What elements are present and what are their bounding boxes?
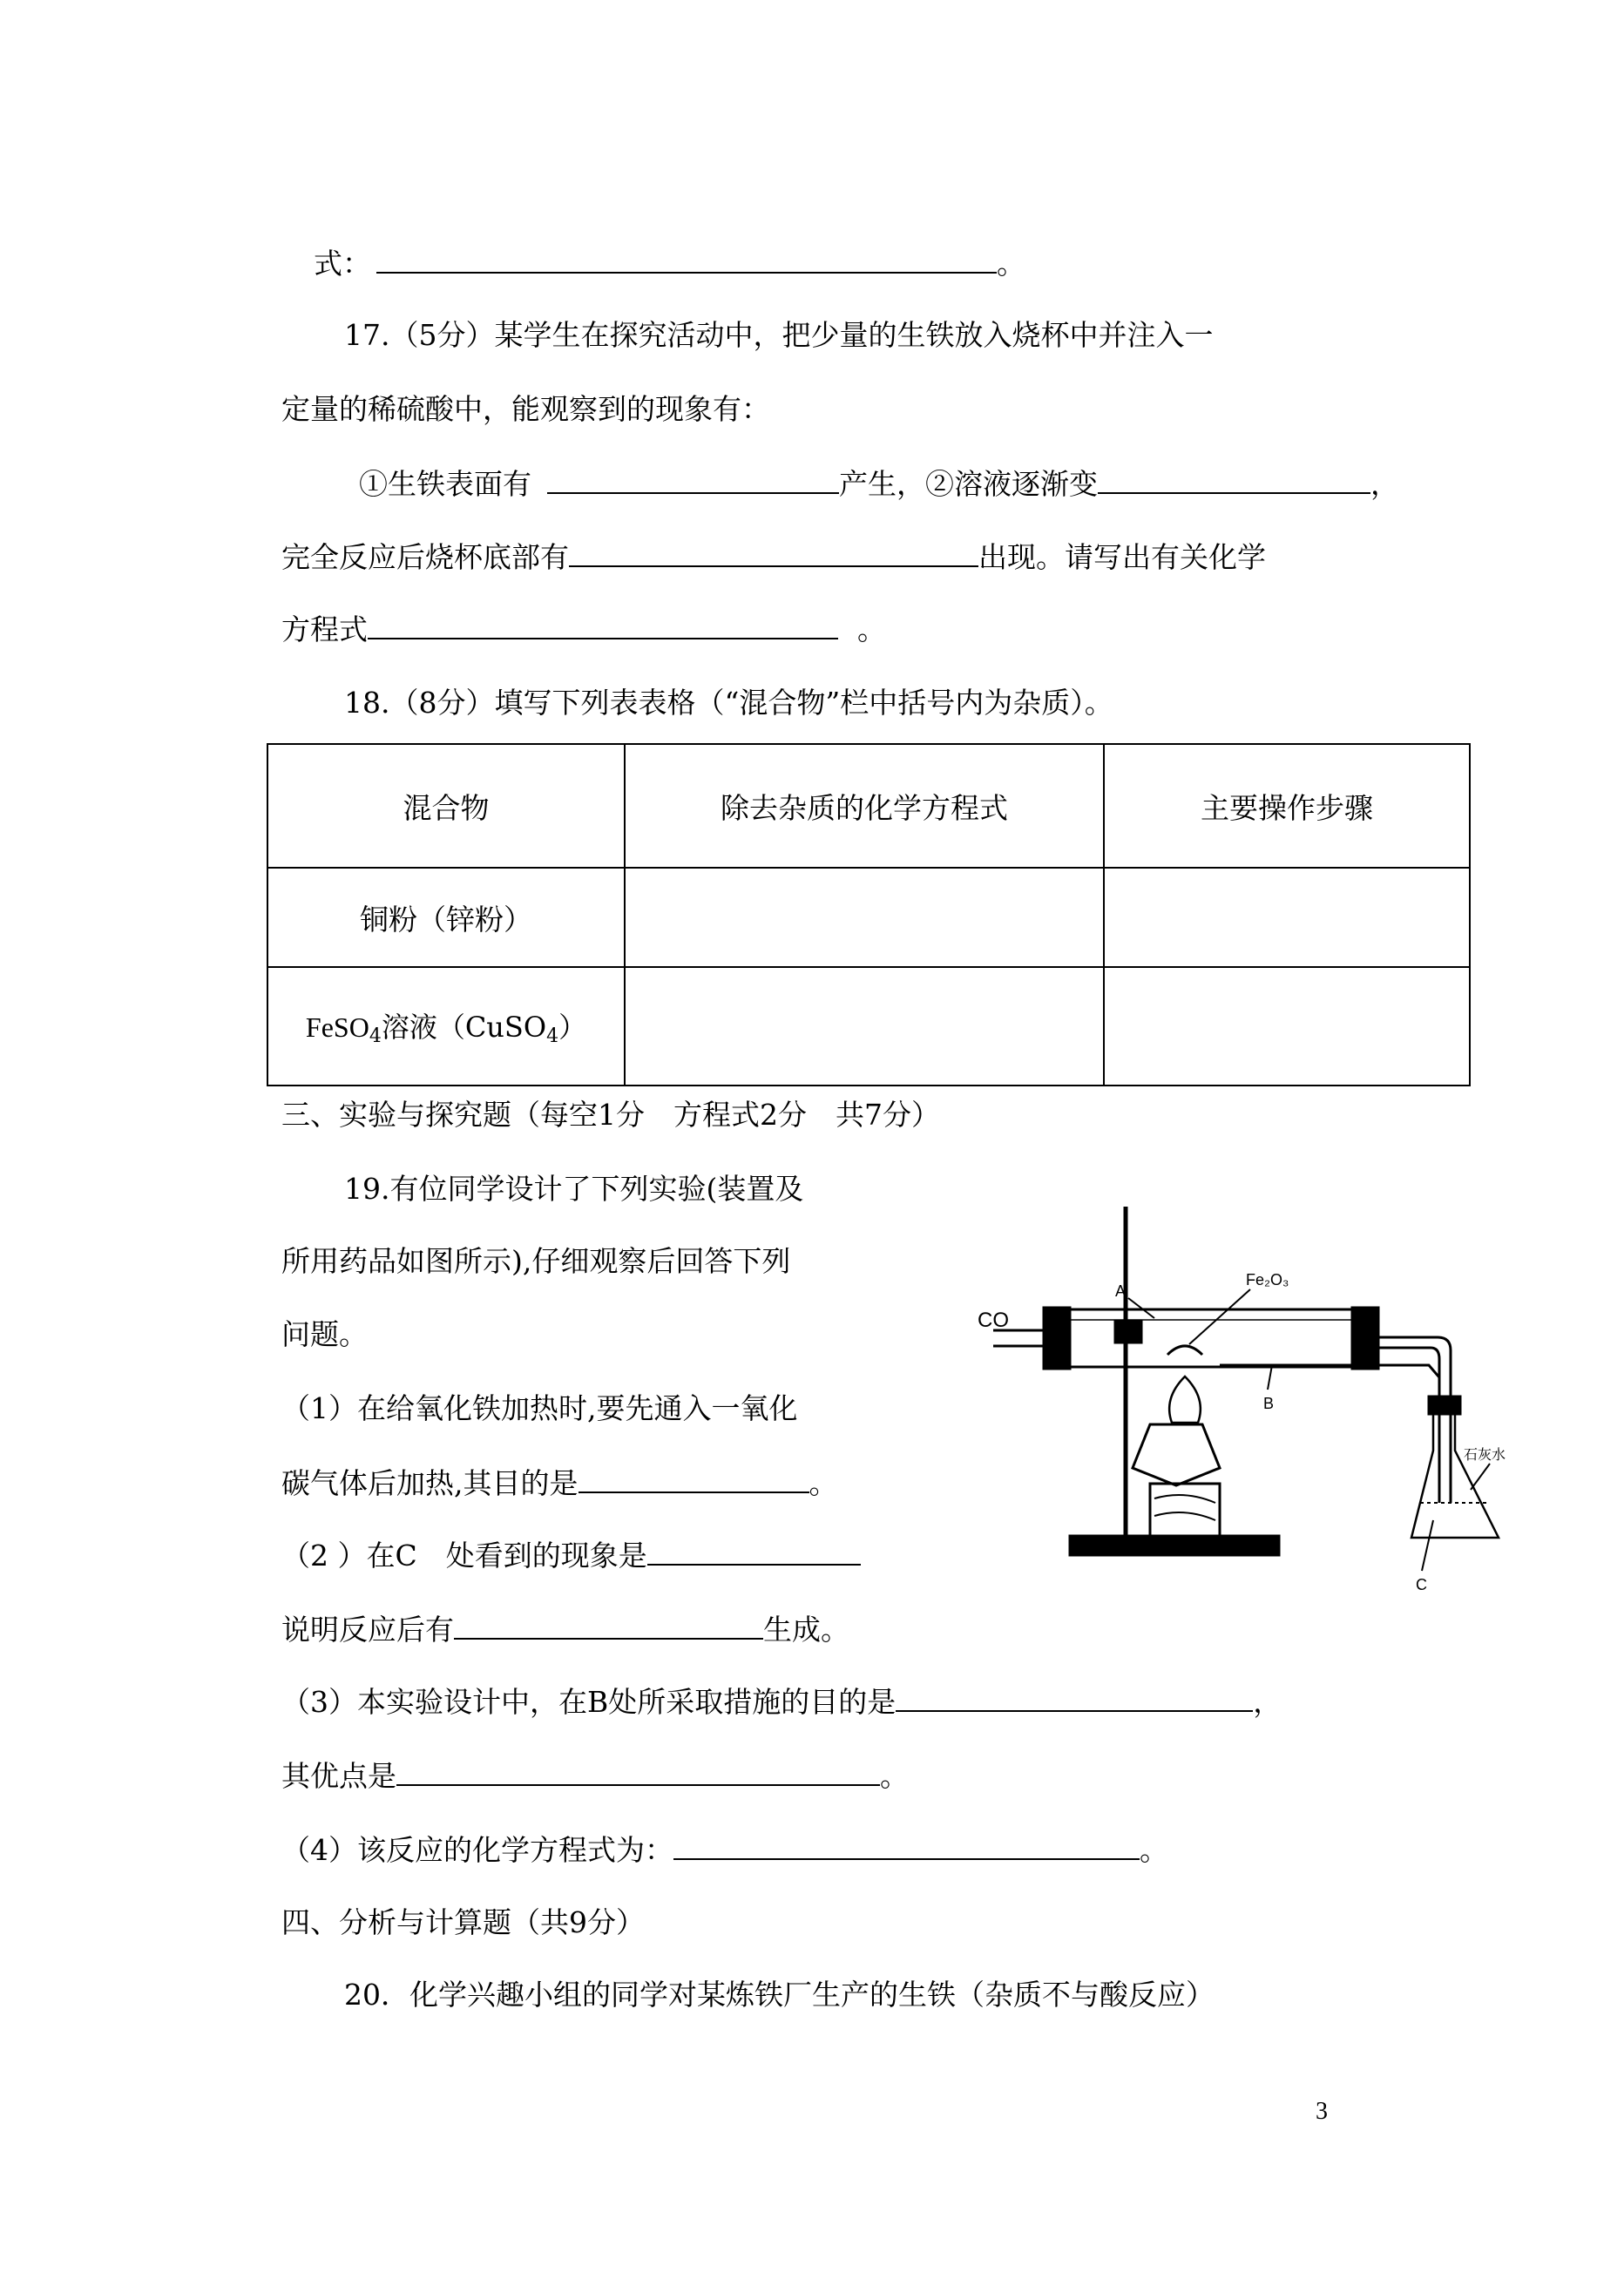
- subscript: 4: [369, 1025, 382, 1047]
- q19-text: 。: [1140, 1833, 1168, 1867]
- q19-text: ，: [1253, 1685, 1282, 1719]
- q19-part2-line2: [281, 1612, 849, 1647]
- right-stopper: [1352, 1308, 1378, 1369]
- q19-line1: 19.有位同学设计了下列实验(装置及: [344, 1172, 804, 1206]
- mixture-table: [267, 743, 1471, 1086]
- answer-blank[interactable]: [1098, 466, 1370, 494]
- alcohol-lamp: [1133, 1424, 1220, 1485]
- q17-line1: 17.（5分）某学生在探究活动中，把少量的生铁放入烧杯中并注入一: [344, 318, 1214, 352]
- formula-text: FeSO: [305, 1011, 369, 1043]
- table-cell-equation[interactable]: [625, 868, 1104, 967]
- q19-text: 生成。: [763, 1613, 849, 1647]
- table-row: [267, 868, 1470, 967]
- apparatus-figure: [976, 1207, 1516, 1616]
- q17-text: ，: [1370, 467, 1399, 501]
- q17-line2: 定量的稀硫酸中，能观察到的现象有：: [281, 392, 770, 426]
- answer-blank[interactable]: [673, 1832, 1140, 1860]
- q19-text: 碳气体后加热,其目的是: [281, 1466, 579, 1500]
- answer-line-equation: [314, 246, 1025, 281]
- table-cell-steps[interactable]: [1104, 967, 1470, 1086]
- label-co: CO: [978, 1309, 1009, 1332]
- q19-text: （2 ）在C 处看到的现象是: [281, 1539, 647, 1573]
- line-suffix: 。: [997, 247, 1025, 281]
- q19-part4: [281, 1832, 1168, 1868]
- answer-blank[interactable]: [547, 466, 839, 494]
- answer-blank[interactable]: [396, 1758, 880, 1786]
- q19-part2-line1: [281, 1538, 861, 1573]
- q17-text: ①生铁表面有: [359, 467, 531, 501]
- answer-blank[interactable]: [647, 1538, 861, 1566]
- q19-text: 。: [809, 1466, 838, 1500]
- q20-line1: 20．化学兴趣小组的同学对某炼铁厂生产的生铁（杂质不与酸反应）: [344, 1978, 1215, 2012]
- formula-text: 溶液（CuSO: [381, 1011, 547, 1044]
- q19-text: （4）该反应的化学方程式为：: [281, 1833, 673, 1867]
- q18-title: 18.（8分）填写下列表表格（“混合物”栏中括号内为杂质）。: [344, 686, 1113, 720]
- q17-text: 方程式: [281, 612, 368, 646]
- answer-blank[interactable]: [368, 612, 838, 639]
- reaction-tube: [1054, 1309, 1368, 1367]
- flask: [1411, 1412, 1499, 1538]
- line-prefix: 式：: [314, 247, 371, 281]
- label-a: A: [1115, 1282, 1127, 1300]
- clamp: [1115, 1322, 1141, 1343]
- section-3-heading: 三、实验与探究题（每空1分 方程式2分 共7分）: [281, 1098, 940, 1132]
- table-header-row: [267, 744, 1470, 868]
- q17-text: 出现。请写出有关化学: [978, 540, 1266, 574]
- q17-line3: [359, 466, 1399, 502]
- q19-part1-line2: [281, 1465, 838, 1501]
- q19-text: 说明反应后有: [281, 1613, 454, 1647]
- formula-text: ）: [558, 1011, 587, 1044]
- answer-blank[interactable]: [454, 1612, 763, 1640]
- label-c: C: [1416, 1576, 1427, 1593]
- table-header-cell: 混合物: [267, 744, 625, 868]
- table-row: [267, 967, 1470, 1086]
- flame: [1169, 1376, 1201, 1423]
- q17-text: 完全反应后烧杯底部有: [281, 540, 569, 574]
- q19-line3: 问题。: [281, 1317, 368, 1351]
- q19-text: 。: [880, 1759, 909, 1793]
- q17-line5: [281, 612, 886, 647]
- q19-part3-line2: [281, 1758, 909, 1794]
- table-header-cell: 除去杂质的化学方程式: [625, 744, 1104, 868]
- page-number: 3: [1316, 2098, 1328, 2125]
- q17-text: 。: [857, 612, 886, 646]
- lamp-base: [1150, 1484, 1220, 1538]
- q19-line2: 所用药品如图所示),仔细观察后回答下列: [281, 1244, 791, 1278]
- table-cell-mixture: [267, 967, 625, 1086]
- label-limewater: 石灰水: [1464, 1446, 1506, 1463]
- q19-part3-line1: [281, 1684, 1282, 1720]
- answer-blank[interactable]: [896, 1684, 1253, 1712]
- table-cell-steps[interactable]: [1104, 868, 1470, 967]
- label-fe2o3: Fe₂O₃: [1246, 1271, 1289, 1289]
- q19-text: 其优点是: [281, 1759, 396, 1793]
- q17-line4: [281, 539, 1266, 575]
- label-b: B: [1263, 1395, 1275, 1412]
- subscript: 4: [546, 1025, 559, 1047]
- q19-text: （3）本实验设计中，在B处所采取措施的目的是: [281, 1685, 897, 1719]
- table-cell-mixture: 铜粉（锌粉）: [267, 868, 625, 967]
- table-header-cell: 主要操作步骤: [1104, 744, 1470, 868]
- q17-text: 产生，②溶液逐渐变: [839, 467, 1098, 501]
- answer-blank[interactable]: [569, 539, 978, 567]
- q19-part1-line1: （1）在给氧化铁加热时,要先通入一氧化: [281, 1391, 798, 1425]
- answer-blank[interactable]: [376, 246, 997, 274]
- section-4-heading: 四、分析与计算题（共9分）: [281, 1905, 645, 1939]
- table-cell-equation[interactable]: [625, 967, 1104, 1086]
- answer-blank[interactable]: [579, 1465, 809, 1493]
- left-stopper: [1044, 1308, 1070, 1369]
